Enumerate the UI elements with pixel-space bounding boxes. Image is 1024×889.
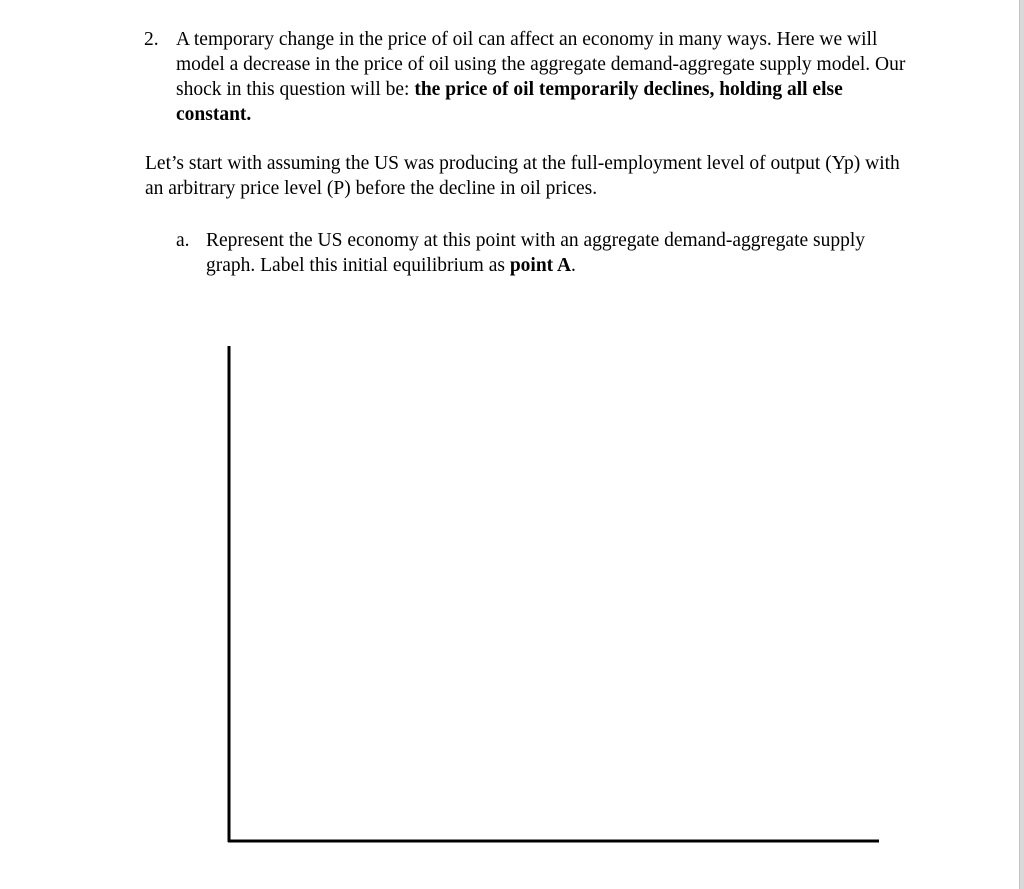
question-text-regular: A temporary change in the price of oil can affect an economy in many ways. Here we will model a decrease in the price of oil using the aggregate demand-aggregate supply model. Our shock in this question will be: — [176, 29, 906, 100]
part-a — [176, 228, 916, 278]
question-shock-bold: the price of oil temporarily declines, holding all else constant. — [176, 79, 843, 125]
part-a-text — [206, 228, 916, 278]
part-a-point-bold: point A — [509, 255, 572, 276]
question-text — [176, 27, 914, 127]
part-a-text-regular: Represent the US economy at this point with an aggregate demand-aggregate supply graph. Label this initial equilibrium as — [206, 230, 866, 276]
blank-graph-axes — [226, 346, 882, 846]
question-2 — [144, 27, 914, 127]
intro-paragraph: Let’s start with assuming the US was producing at the full-employment level of output (Yp) with an arbitrary price level (P) before the decline in oil prices. — [145, 153, 900, 199]
part-a-text-end: . — [571, 255, 576, 276]
part-a-label: a. — [176, 230, 190, 251]
page-edge — [1019, 0, 1024, 889]
question-number: 2. — [144, 29, 159, 50]
